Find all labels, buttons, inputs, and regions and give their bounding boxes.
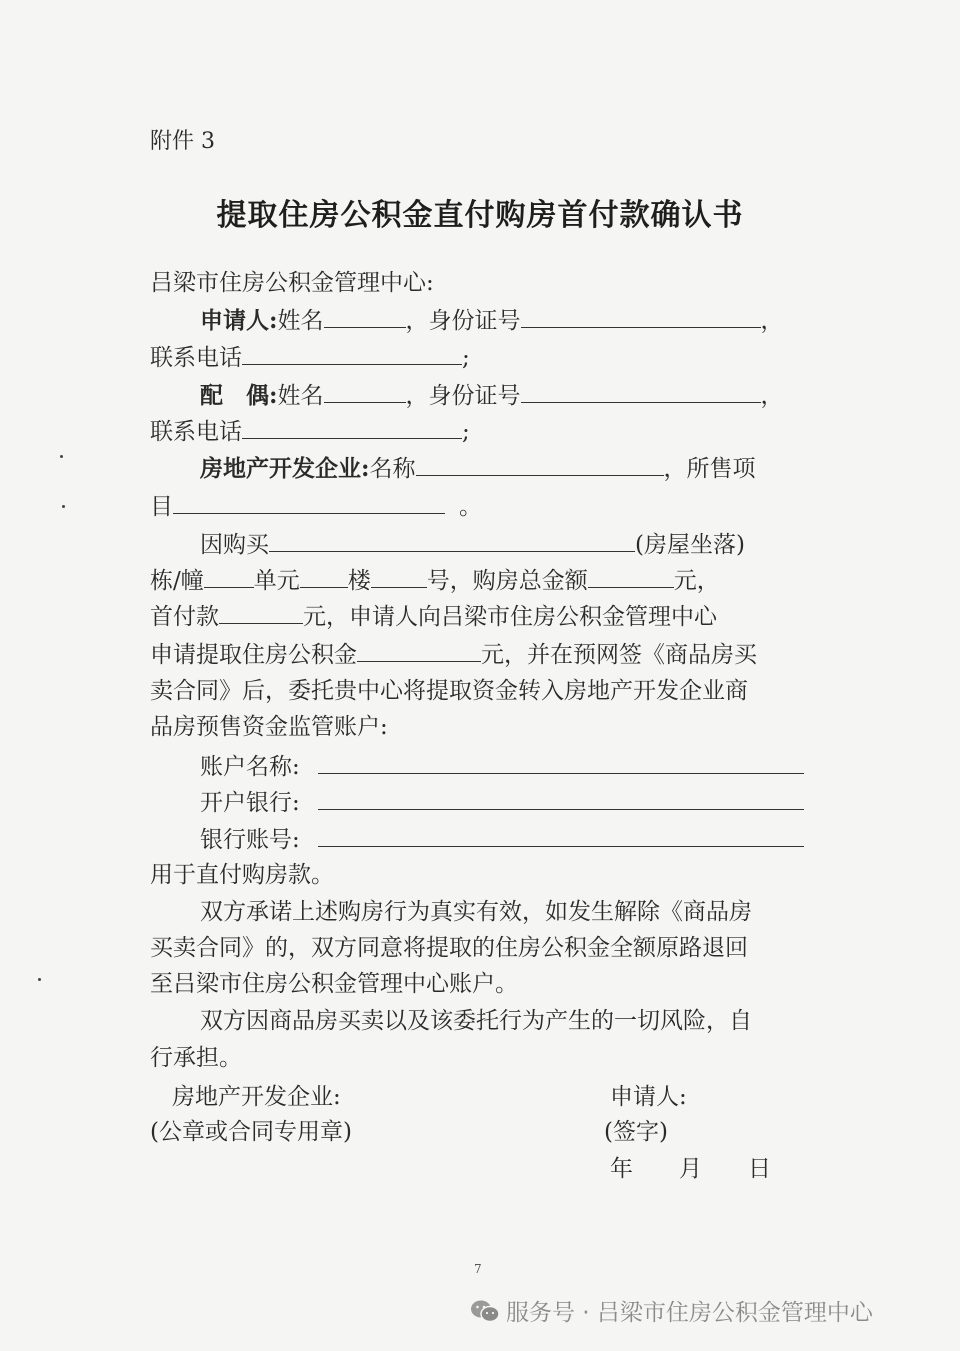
applicant-phone-blank[interactable]: [242, 342, 462, 365]
spouse-line: [200, 380, 784, 410]
text: 元，申请人向吕梁市住房公积金管理中心: [303, 604, 717, 630]
id-label: ，身份证号: [405, 383, 521, 409]
sign-developer: 房地产开发企业:: [172, 1084, 341, 1110]
floor-blank[interactable]: [371, 565, 427, 588]
punct: ;: [462, 419, 470, 445]
name-label: 姓名: [277, 308, 324, 334]
spouse-id-blank[interactable]: [521, 380, 761, 403]
document-title: 提取住房公积金直付购房首付款确认书: [216, 198, 744, 233]
risk-line-1: 双方因商品房买卖以及该委托行为产生的一切风险，自: [200, 1008, 752, 1034]
footer-text: 服务号 · 吕梁市住房公积金管理中心: [506, 1300, 873, 1326]
addressee: 吕梁市住房公积金管理中心:: [150, 270, 434, 296]
sign-seal: (公章或合同专用章): [150, 1119, 352, 1145]
wechat-icon: [470, 1299, 500, 1323]
page-number: 7: [474, 1262, 482, 1276]
annex-label: 附件 3: [150, 129, 215, 154]
promise-line-1: 双方承诺上述购房行为真实有效，如发生解除《商品房: [200, 899, 752, 925]
applicant-line: [200, 305, 784, 335]
spouse-name-blank[interactable]: [324, 380, 406, 403]
building-label: 栋/幢: [150, 568, 204, 594]
sign-date: 年 月 日: [610, 1156, 771, 1182]
purchase-line-5: 卖合同》后，委托贵中心将提取资金转入房地产开发企业商: [150, 678, 748, 704]
floor-label: 楼: [347, 568, 371, 594]
account-name-line: [200, 751, 804, 781]
id-label: ，身份证号: [405, 308, 521, 334]
text: 元，并在预网签《商品房买: [481, 642, 757, 668]
project-line: [150, 491, 482, 521]
developer-name-label: 名称: [369, 456, 416, 482]
project-blank[interactable]: [173, 491, 445, 514]
spouse-label: 配 偶:: [200, 382, 278, 409]
phone-label: 联系电话: [150, 345, 242, 371]
account-number-blank[interactable]: [318, 824, 804, 847]
account-name-label: 账户名称:: [200, 754, 300, 780]
risk-line-2: 行承担。: [150, 1045, 242, 1071]
punct: ，: [760, 308, 784, 334]
watermark-footer: [470, 1294, 873, 1327]
scan-speck: [60, 455, 63, 458]
spouse-phone-line: [150, 416, 470, 446]
purchase-line-6: 品房预售资金监管账户:: [150, 714, 388, 740]
scan-speck: [38, 978, 41, 981]
account-number-line: [200, 824, 804, 854]
withdraw-amount-blank[interactable]: [357, 639, 481, 662]
developer-label: 房地产开发企业:: [200, 455, 370, 482]
bank-line: [200, 787, 804, 817]
phone-label: 联系电话: [150, 419, 242, 445]
sign-signature: (签字): [604, 1119, 668, 1145]
account-name-blank[interactable]: [318, 751, 804, 774]
withdraw-label: 申请提取住房公积金: [150, 642, 357, 668]
house-location-blank[interactable]: [269, 529, 635, 552]
unit-label: 单元: [253, 568, 300, 594]
project-label-cont: 目: [150, 494, 173, 520]
bank-label: 开户银行:: [200, 790, 300, 816]
project-label: ，所售项: [663, 456, 756, 482]
building-blank[interactable]: [204, 565, 254, 588]
punct: 。: [459, 494, 482, 520]
bank-blank[interactable]: [318, 787, 804, 810]
purchase-line-1: [200, 529, 745, 559]
account-number-label: 银行账号:: [200, 827, 300, 853]
name-label: 姓名: [277, 383, 324, 409]
spouse-phone-blank[interactable]: [242, 416, 462, 439]
location-label: (房屋坐落): [635, 532, 745, 558]
applicant-id-blank[interactable]: [521, 305, 761, 328]
down-payment-blank[interactable]: [219, 601, 303, 624]
scan-speck: [62, 505, 65, 508]
total-amount-blank[interactable]: [588, 565, 674, 588]
applicant-phone-line: [150, 342, 470, 372]
total-amount-label: 号，购房总金额: [426, 568, 588, 594]
purchase-line-3: [150, 601, 717, 631]
punct: ，: [760, 383, 784, 409]
yuan-label: 元，: [673, 568, 720, 594]
purchase-line-2: [150, 565, 720, 595]
applicant-label: 申请人:: [200, 307, 278, 334]
punct: ;: [462, 345, 470, 371]
promise-line-2: 买卖合同》的，双方同意将提取的住房公积金全额原路退回: [150, 935, 748, 961]
sign-applicant: 申请人:: [610, 1084, 687, 1110]
down-payment-label: 首付款: [150, 604, 219, 630]
developer-line: [200, 453, 756, 483]
developer-name-blank[interactable]: [416, 453, 664, 476]
purchase-line-4: [150, 639, 757, 669]
unit-blank[interactable]: [300, 565, 348, 588]
promise-line-3: 至吕梁市住房公积金管理中心账户。: [150, 971, 518, 997]
usage-line: 用于直付购房款。: [150, 862, 334, 888]
applicant-name-blank[interactable]: [324, 305, 406, 328]
purchase-label: 因购买: [200, 532, 269, 558]
